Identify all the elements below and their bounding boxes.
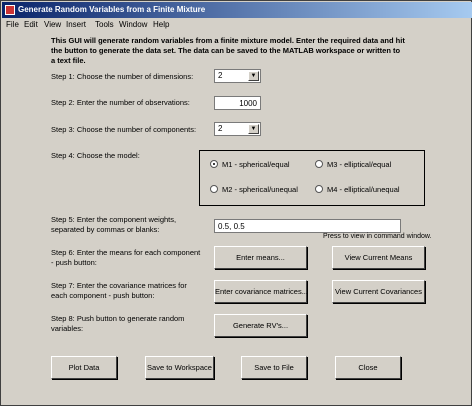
radio-selected-icon[interactable] [210, 160, 218, 168]
menu-insert[interactable]: Insert [66, 20, 87, 29]
model-m1-label: M1 - spherical/equal [222, 160, 290, 169]
window-title: Generate Random Variables from a Finite Mixture [18, 5, 206, 14]
menu-bar [2, 18, 472, 32]
model-m2-radio[interactable] [210, 185, 298, 195]
plot-data-button[interactable]: Plot Data [51, 356, 117, 379]
model-m1-radio[interactable] [210, 160, 290, 170]
dimensions-select[interactable] [214, 69, 261, 83]
intro-line: a text file. [51, 56, 86, 65]
step4-label: Step 4: Choose the model: [51, 151, 140, 160]
menu-tools[interactable]: Tools [95, 20, 114, 29]
step5-label [51, 215, 176, 235]
model-m4-label: M4 - elliptical/unequal [327, 185, 400, 194]
radio-icon[interactable] [315, 160, 323, 168]
step3-label: Step 3: Choose the number of components: [51, 125, 197, 134]
menu-view[interactable]: View [44, 20, 62, 29]
radio-icon[interactable] [210, 185, 218, 193]
step7-label [51, 281, 187, 301]
intro-text [51, 36, 451, 66]
radio-icon[interactable] [315, 185, 323, 193]
step6-line: Step 6: Enter the means for each component [51, 248, 201, 257]
step6-label [51, 248, 200, 268]
model-m4-radio[interactable] [315, 185, 400, 195]
model-m2-label: M2 - spherical/unequal [222, 185, 298, 194]
view-covariances-button[interactable]: View Current Covariances [332, 280, 425, 303]
step1-label: Step 1: Choose the number of dimensions: [51, 72, 194, 81]
save-workspace-button[interactable]: Save to Workspace [145, 356, 214, 379]
save-file-button[interactable]: Save to File [241, 356, 307, 379]
model-radio-group [199, 150, 425, 206]
step7-line: Step 7: Enter the covariance matrices for [51, 281, 187, 290]
model-m3-label: M3 - elliptical/equal [327, 160, 392, 169]
app-icon [5, 5, 15, 15]
generate-rv-button[interactable]: Generate RV's... [214, 314, 307, 337]
model-m3-radio[interactable] [315, 160, 391, 170]
step2-label: Step 2: Enter the number of observations: [51, 98, 190, 107]
observations-input[interactable]: 1000 [214, 96, 261, 110]
enter-covariance-button[interactable]: Enter covariance matrices... [214, 280, 307, 303]
chevron-down-icon[interactable]: ▼ [248, 124, 259, 134]
step7-line: each component - push button: [51, 291, 155, 300]
step8-label [51, 314, 184, 334]
intro-line: the button to generate the data set. The data can be saved to the MATLAB workspace or written to [51, 46, 401, 55]
step5-line: Step 5: Enter the component weights, [51, 215, 177, 224]
menu-file[interactable]: File [6, 20, 19, 29]
title-bar [2, 2, 472, 18]
weights-input[interactable]: 0.5, 0.5 [214, 219, 401, 233]
menu-help[interactable]: Help [153, 20, 170, 29]
step6-line: - push button: [51, 258, 97, 267]
step8-line: Step 8: Push button to generate random [51, 314, 185, 323]
view-hint: Press to view in command window. [323, 233, 432, 240]
components-select[interactable] [214, 122, 261, 136]
view-means-button[interactable]: View Current Means [332, 246, 425, 269]
menu-window[interactable]: Window [119, 20, 148, 29]
close-button[interactable]: Close [335, 356, 401, 379]
menu-edit[interactable]: Edit [24, 20, 38, 29]
step5-line: separated by commas or blanks: [51, 225, 160, 234]
enter-means-button[interactable]: Enter means... [214, 246, 307, 269]
chevron-down-icon[interactable]: ▼ [248, 71, 259, 81]
components-value: 2 [218, 124, 223, 133]
step8-line: variables: [51, 324, 84, 333]
dimensions-value: 2 [218, 71, 223, 80]
intro-line: This GUI will generate random variables from a finite mixture model. Enter the required data and hit [51, 36, 405, 45]
